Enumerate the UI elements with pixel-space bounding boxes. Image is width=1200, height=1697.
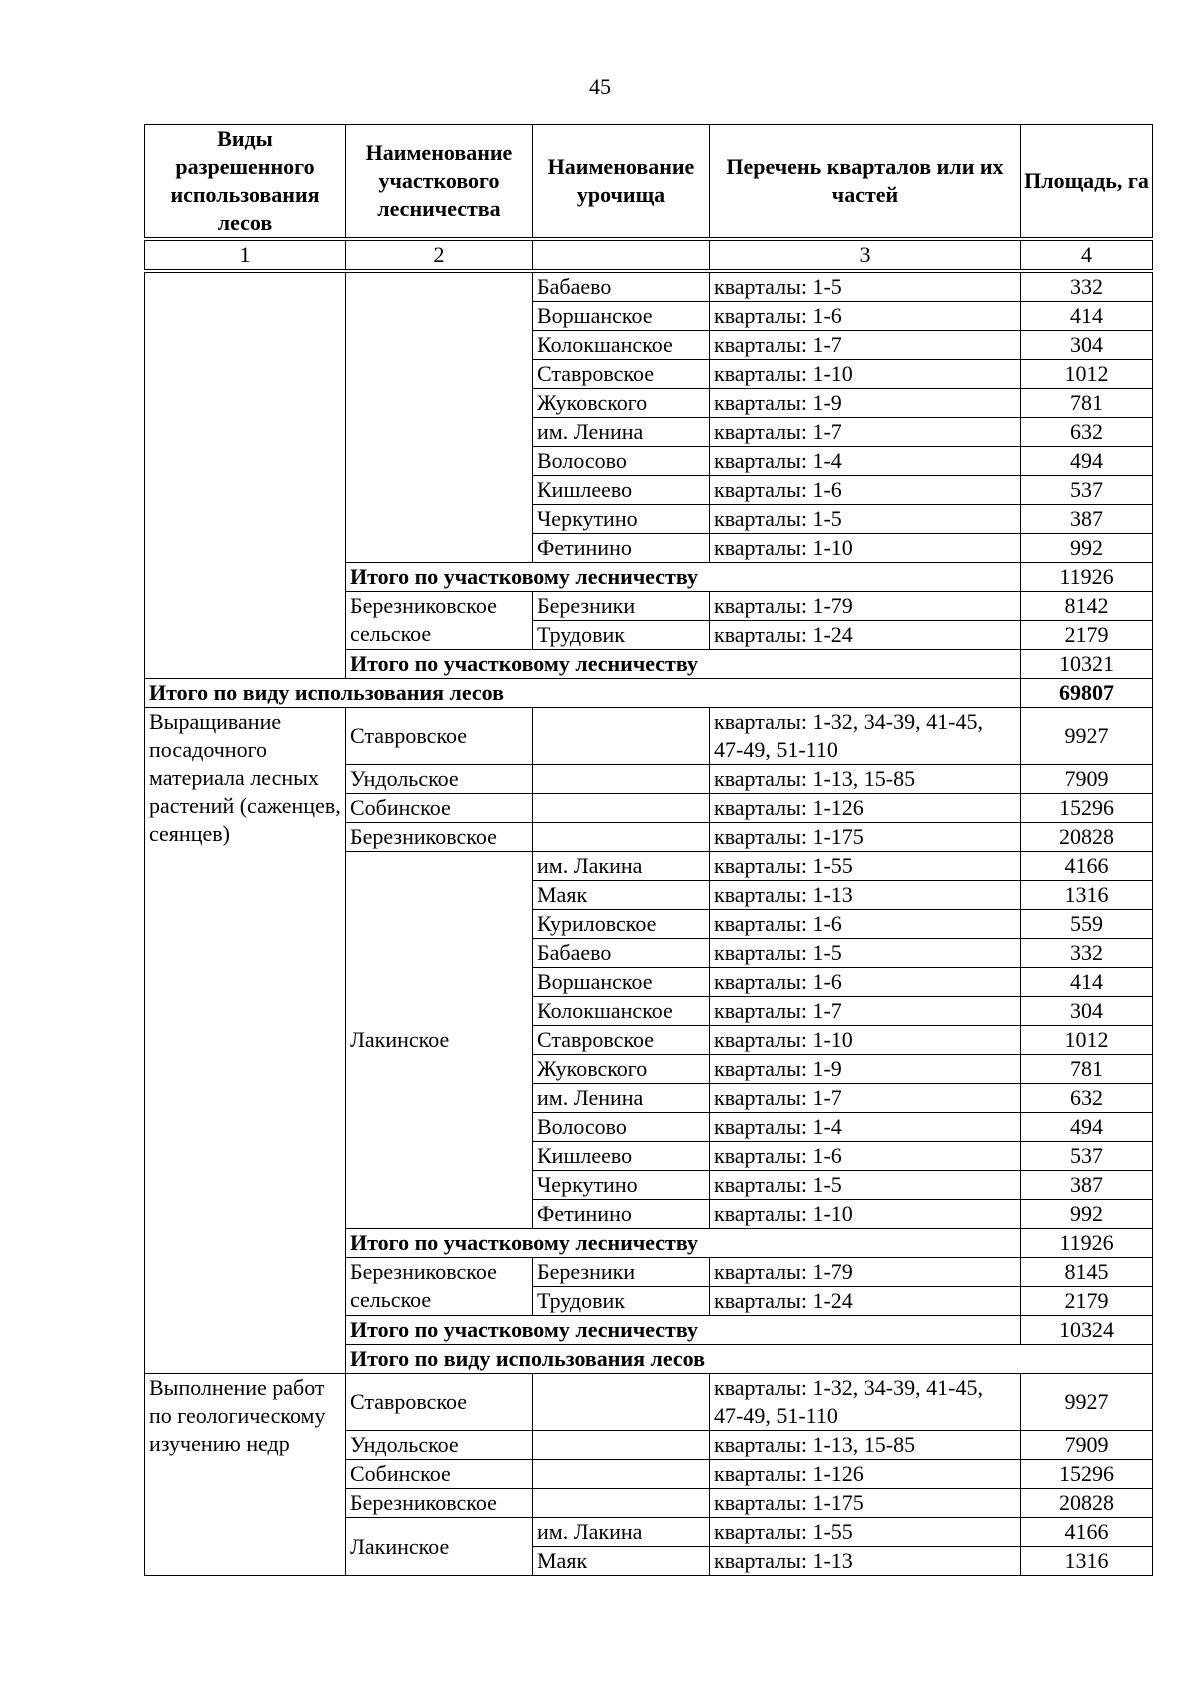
quarters-cell: кварталы: 1-126 [710,794,1021,823]
area-cell: 387 [1021,1171,1153,1200]
subtotal-area: 10321 [1021,650,1153,679]
tract-cell [533,1374,710,1431]
area-cell: 8145 [1021,1258,1153,1287]
forestry-cell: Лакинское [346,852,533,1229]
tract-cell: Бабаево [533,271,710,302]
quarters-cell: кварталы: 1-13, 15-85 [710,1431,1021,1460]
tract-cell: Колокшанское [533,997,710,1026]
tract-cell: Черкутино [533,1171,710,1200]
tract-cell: Волосово [533,1113,710,1142]
subtotal-label: Итого по участковому лесничеству [346,650,1021,679]
quarters-cell: кварталы: 1-9 [710,1055,1021,1084]
quarters-cell: кварталы: 1-7 [710,418,1021,447]
column-number-row [145,239,1153,271]
forestry-cell: Лакинское [346,1518,533,1576]
quarters-cell: кварталы: 1-4 [710,447,1021,476]
area-cell: 1012 [1021,360,1153,389]
area-cell: 9927 [1021,708,1153,765]
quarters-cell: кварталы: 1-10 [710,534,1021,563]
column-number: 2 [346,239,533,271]
tract-cell: Бабаево [533,939,710,968]
quarters-cell: кварталы: 1-6 [710,302,1021,331]
tract-cell [533,708,710,765]
quarters-cell: кварталы: 1-24 [710,1287,1021,1316]
quarters-cell: кварталы: 1-7 [710,331,1021,360]
table-row [145,708,1153,765]
total-label: Итого по виду использования лесов [145,679,1021,708]
column-number: 1 [145,239,346,271]
area-cell: 1316 [1021,881,1153,910]
forest-use-table [144,124,1153,1576]
forestry-cell: Ундольское [346,765,533,794]
header-area: Площадь, га [1021,125,1153,240]
quarters-cell: кварталы: 1-32, 34-39, 41-45, 47-49, 51-110 [710,708,1021,765]
area-cell: 4166 [1021,852,1153,881]
area-cell: 537 [1021,476,1153,505]
table-row [145,271,1153,302]
header-forestry: Наименование участкового лесничества [346,125,533,240]
tract-cell: Ставровское [533,360,710,389]
tract-cell: им. Ленина [533,418,710,447]
area-cell: 332 [1021,939,1153,968]
quarters-cell: кварталы: 1-10 [710,360,1021,389]
quarters-cell: кварталы: 1-9 [710,389,1021,418]
tract-cell: Фетинино [533,534,710,563]
area-cell: 632 [1021,1084,1153,1113]
quarters-cell: кварталы: 1-13 [710,1547,1021,1576]
area-cell: 8142 [1021,592,1153,621]
column-number: 4 [1021,239,1153,271]
area-cell: 537 [1021,1142,1153,1171]
tract-cell: Черкутино [533,505,710,534]
subtotal-area: 11926 [1021,563,1153,592]
area-cell: 414 [1021,302,1153,331]
tract-cell: Трудовик [533,621,710,650]
header-use-type: Виды разрешенного использования лесов [145,125,346,240]
area-cell: 494 [1021,447,1153,476]
tract-cell: Фетинино [533,1200,710,1229]
forestry-cell: Ундольское [346,1431,533,1460]
area-cell: 2179 [1021,621,1153,650]
quarters-cell: кварталы: 1-32, 34-39, 41-45, 47-49, 51-110 [710,1374,1021,1431]
table-row [145,1374,1153,1431]
tract-cell: Колокшанское [533,331,710,360]
tract-cell: Трудовик [533,1287,710,1316]
column-number: 3 [710,239,1021,271]
area-cell: 15296 [1021,794,1153,823]
area-cell: 1316 [1021,1547,1153,1576]
quarters-cell: кварталы: 1-6 [710,910,1021,939]
area-cell: 992 [1021,534,1153,563]
area-cell: 15296 [1021,1460,1153,1489]
header-quarters: Перечень кварталов или их частей [710,125,1021,240]
page-number: 45 [589,74,611,99]
forestry-cell: Собинское [346,1460,533,1489]
use-type-cell: Выполнение работ по геологическому изучению недр [145,1374,346,1576]
tract-cell: Кишлеево [533,476,710,505]
area-cell: 414 [1021,968,1153,997]
area-cell: 7909 [1021,1431,1153,1460]
area-cell: 4166 [1021,1518,1153,1547]
tract-cell: Куриловское [533,910,710,939]
area-cell: 20828 [1021,823,1153,852]
forestry-cell: Собинское [346,794,533,823]
tract-cell [533,1431,710,1460]
forestry-cell: Березниковское [346,823,533,852]
subtotal-label: Итого по участковому лесничеству [346,563,1021,592]
tract-cell: Березники [533,1258,710,1287]
area-cell: 7909 [1021,765,1153,794]
tract-cell [533,794,710,823]
quarters-cell: кварталы: 1-55 [710,852,1021,881]
quarters-cell: кварталы: 1-6 [710,968,1021,997]
subtotal-label: Итого по участковому лесничеству [346,1229,1021,1258]
tract-cell: Жуковского [533,1055,710,1084]
area-cell: 2179 [1021,1287,1153,1316]
tract-cell: Маяк [533,1547,710,1576]
forestry-cell [346,271,533,563]
subtotal-area: 11926 [1021,1229,1153,1258]
tract-cell [533,765,710,794]
area-cell: 781 [1021,389,1153,418]
area-cell: 781 [1021,1055,1153,1084]
quarters-cell: кварталы: 1-10 [710,1200,1021,1229]
quarters-cell: кварталы: 1-6 [710,1142,1021,1171]
tract-cell [533,823,710,852]
quarters-cell: кварталы: 1-5 [710,939,1021,968]
area-cell: 387 [1021,505,1153,534]
forestry-cell: Березниковское [346,1489,533,1518]
tract-cell: Кишлеево [533,1142,710,1171]
quarters-cell: кварталы: 1-5 [710,271,1021,302]
forestry-cell: Ставровское [346,1374,533,1431]
total-row [145,679,1153,708]
area-cell: 632 [1021,418,1153,447]
total-label: Итого по виду использования лесов [346,1345,1153,1374]
subtotal-label: Итого по участковому лесничеству [346,1316,1021,1345]
forestry-cell: Березниковское сельское [346,1258,533,1316]
column-number [533,239,710,271]
tract-cell: Березники [533,592,710,621]
tract-cell: им. Лакина [533,852,710,881]
area-cell: 1012 [1021,1026,1153,1055]
tract-cell: Воршанское [533,302,710,331]
subtotal-area: 10324 [1021,1316,1153,1345]
quarters-cell: кварталы: 1-5 [710,505,1021,534]
tract-cell: им. Лакина [533,1518,710,1547]
tract-cell [533,1460,710,1489]
quarters-cell: кварталы: 1-10 [710,1026,1021,1055]
area-cell: 992 [1021,1200,1153,1229]
quarters-cell: кварталы: 1-175 [710,1489,1021,1518]
quarters-cell: кварталы: 1-4 [710,1113,1021,1142]
area-cell: 304 [1021,997,1153,1026]
forestry-cell: Ставровское [346,708,533,765]
quarters-cell: кварталы: 1-7 [710,1084,1021,1113]
use-type-cell: Выращивание посадочного материала лесных растений (саженцев, сеянцев) [145,708,346,1374]
quarters-cell: кварталы: 1-6 [710,476,1021,505]
area-cell: 494 [1021,1113,1153,1142]
tract-cell: Жуковского [533,389,710,418]
quarters-cell: кварталы: 1-55 [710,1518,1021,1547]
area-cell: 20828 [1021,1489,1153,1518]
quarters-cell: кварталы: 1-24 [710,621,1021,650]
area-cell: 9927 [1021,1374,1153,1431]
quarters-cell: кварталы: 1-13 [710,881,1021,910]
tract-cell: Ставровское [533,1026,710,1055]
tract-cell: Маяк [533,881,710,910]
tract-cell [533,1489,710,1518]
use-type-cell [145,271,346,679]
area-cell: 559 [1021,910,1153,939]
header-tract: Наименование урочища [533,125,710,240]
quarters-cell: кварталы: 1-126 [710,1460,1021,1489]
area-cell: 332 [1021,271,1153,302]
quarters-cell: кварталы: 1-13, 15-85 [710,765,1021,794]
tract-cell: им. Ленина [533,1084,710,1113]
total-area: 69807 [1021,679,1153,708]
area-cell: 304 [1021,331,1153,360]
quarters-cell: кварталы: 1-79 [710,1258,1021,1287]
quarters-cell: кварталы: 1-7 [710,997,1021,1026]
table-header-row [145,125,1153,240]
tract-cell: Волосово [533,447,710,476]
quarters-cell: кварталы: 1-5 [710,1171,1021,1200]
tract-cell: Воршанское [533,968,710,997]
quarters-cell: кварталы: 1-79 [710,592,1021,621]
forestry-cell: Березниковское сельское [346,592,533,650]
quarters-cell: кварталы: 1-175 [710,823,1021,852]
